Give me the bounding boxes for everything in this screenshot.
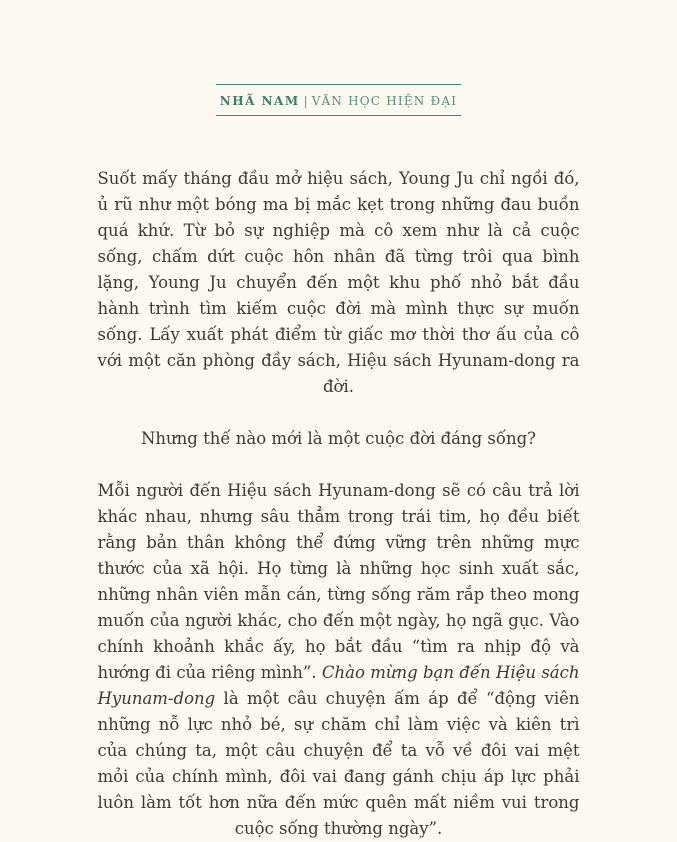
paragraph-2-text: Mỗi người đến Hiệu sách Hyunam-dong sẽ có câu trả lời khác nhau, nhưng sâu thẳm trong trái tim, họ đều biết rằng bản thân không thể đứng vững trên những mực thước của xã hội. Họ từng là những học sinh xuất sắc, những nhân viên mẫn cán, từng sống răm rắp theo mong muốn của người khác, cho đến một ngày, họ ngã gục. Vào chính khoảnh khắc ấy, họ bắt đầu “tìm ra nhịp độ và hướng đi của riêng mình”.: [97, 481, 580, 682]
masthead-separator: |: [303, 94, 308, 108]
paragraph-2: [98, 478, 580, 842]
series-label: VĂN HỌC HIỆN ĐẠI: [311, 94, 458, 108]
publisher-masthead: [0, 0, 677, 116]
book-title-italic: Chào mừng bạn đến Hiệu sách Hyunam-dong: [97, 663, 580, 708]
publisher-name: NHÃ NAM: [219, 94, 300, 108]
question-line: Nhưng thế nào mới là một cuộc đời đáng sống?: [140, 429, 537, 448]
masthead-frame: [216, 84, 461, 116]
paragraph-2-text-cont: là một câu chuyện ấm áp để “động viên những nỗ lực nhỏ bé, sự chăm chỉ làm việc và kiên trì của chúng ta, một câu chuyện để ta vỗ về đôi vai mệt mỏi của chính mình, đôi vai đang gánh chịu áp lực phải luôn làm tốt hơn nữa đến mức quên mất niềm vui trong cuộc sống thường ngày”.: [97, 689, 580, 838]
blurb-content: [98, 166, 580, 842]
paragraph-1: Suốt mấy tháng đầu mở hiệu sách, Young Ju chỉ ngồi đó, ủ rũ như một bóng ma bị mắc kẹt trong những đau buồn quá khứ. Từ bỏ sự nghiệp mà cô xem như là cả cuộc sống, chấm dứt cuộc hôn nhân đã từng trôi qua bình lặng, Young Ju chuyển đến một khu phố nhỏ bắt đầu hành trình tìm kiếm cuộc đời mà mình thực sự muốn sống. Lấy xuất phát điểm từ giấc mơ thời thơ ấu của cô với một căn phòng đầy sách, Hiệu sách Hyunam-dong ra đời.: [97, 169, 580, 396]
